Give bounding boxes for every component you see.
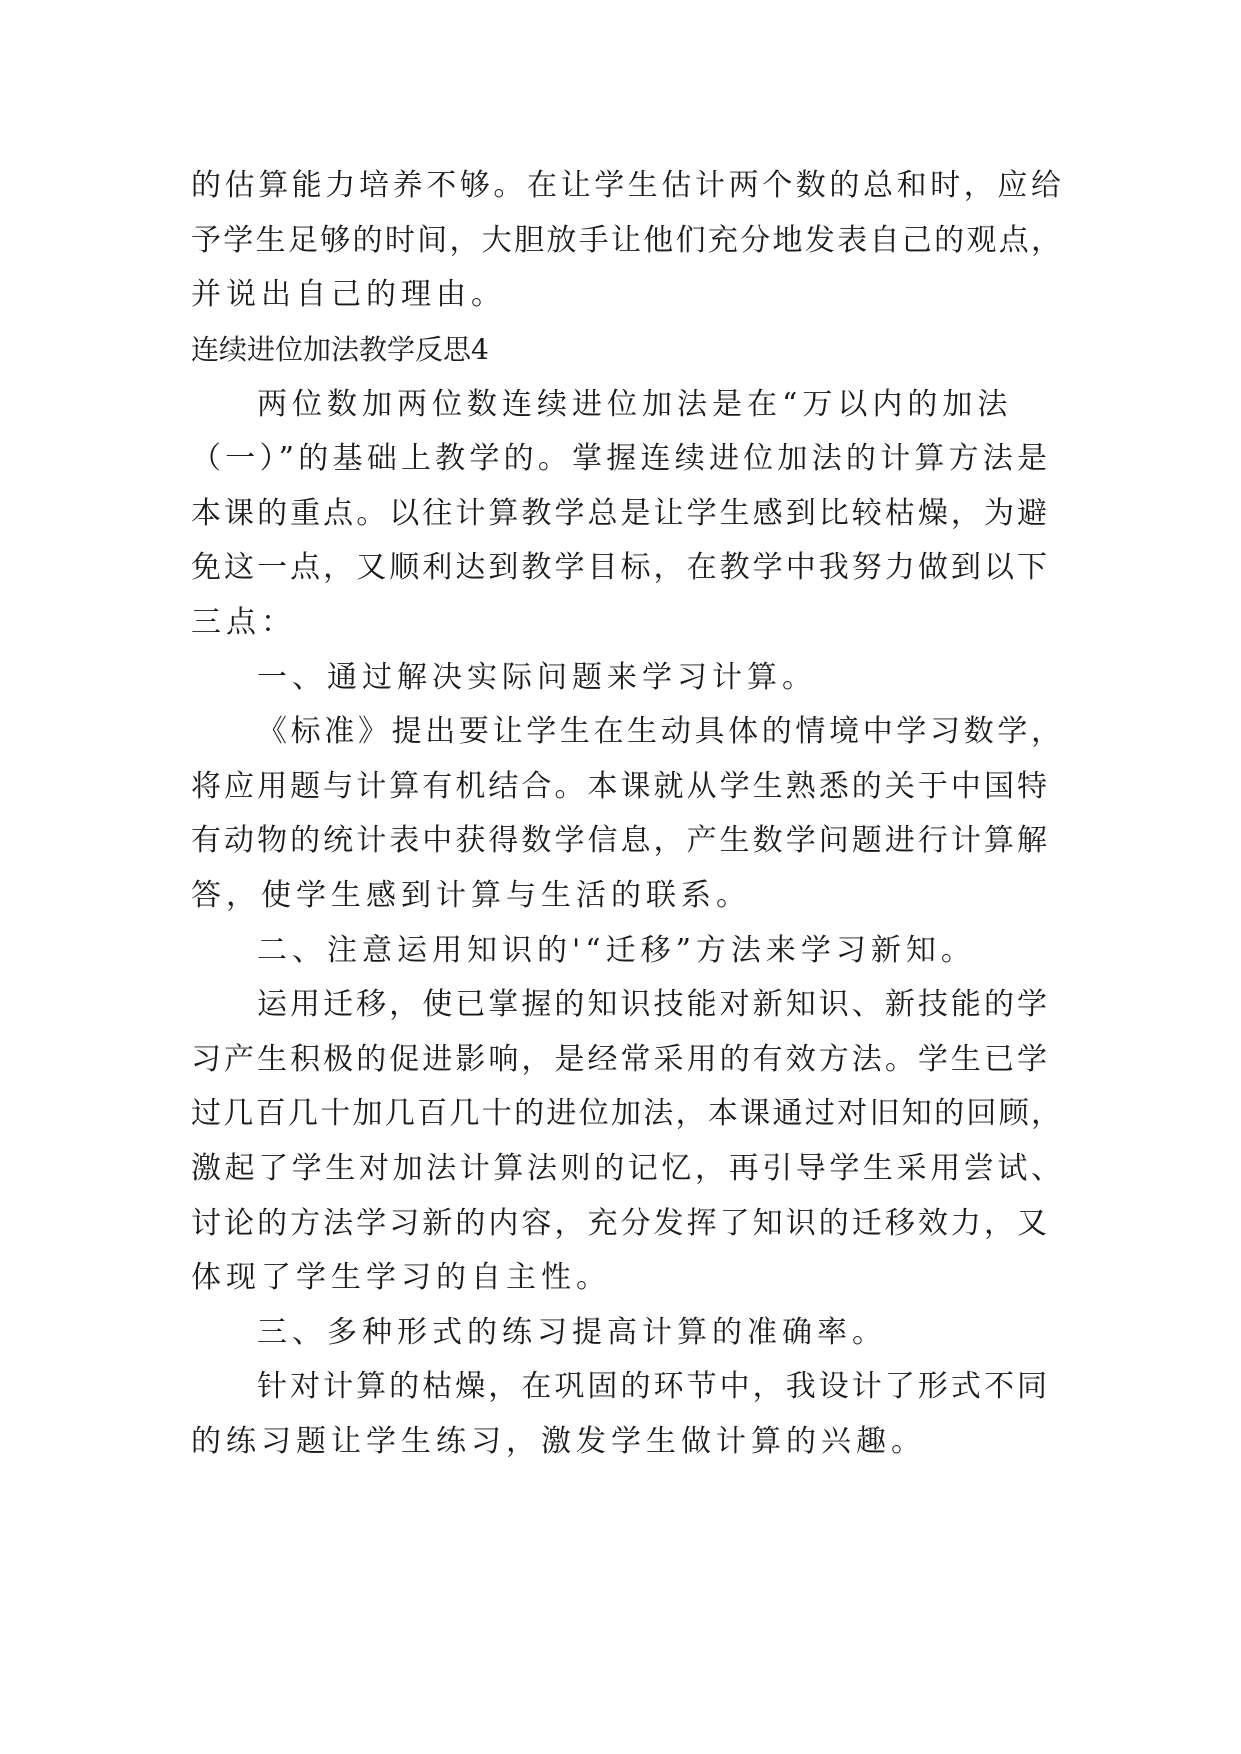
paragraph-line: 将应用题与计算有机结合。本课就从学生熟悉的关于中国特 — [191, 769, 1047, 804]
point-heading: 一、通过解决实际问题来学习计算。 — [257, 660, 817, 695]
paragraph-line: 三点： — [191, 605, 296, 640]
section-title: 连续进位加法教学反思4 — [191, 333, 489, 366]
paragraph-line: 两位数加两位数连续进位加法是在“万以内的加法 — [257, 387, 1013, 422]
paragraph-line: 答，使学生感到计算与生活的联系。 — [191, 878, 751, 913]
paragraph-line: 习产生积极的促进影响，是经常采用的有效方法。学生已学 — [191, 1042, 1047, 1077]
paragraph-line: 有动物的统计表中获得数学信息，产生数学问题进行计算解 — [191, 823, 1047, 858]
paragraph-line: 《标准》提出要让学生在生动具体的情境中学习数学， — [257, 714, 1061, 749]
paragraph-line: 的估算能力培养不够。在让学生估计两个数的总和时，应给 — [191, 168, 1061, 203]
paragraph-line: 针对计算的枯燥，在巩固的环节中，我设计了形式不同 — [257, 1369, 1047, 1404]
paragraph-line: （一）”的基础上教学的。掌握连续进位加法的计算方法是 — [191, 441, 1047, 476]
point-heading: 二、注意运用知识的'“迁移”方法来学习新知。 — [257, 933, 976, 968]
paragraph-line: 的练习题让学生练习，激发学生做计算的兴趣。 — [191, 1424, 926, 1459]
paragraph-line: 予学生足够的时间，大胆放手让他们充分地发表自己的观点， — [191, 223, 1061, 258]
paragraph-line: 本课的重点。以往计算教学总是让学生感到比较枯燥，为避 — [191, 496, 1047, 531]
paragraph-line: 过几百几十加几百几十的进位加法，本课通过对旧知的回顾， — [191, 1096, 1061, 1131]
paragraph-line: 运用迁移，使已掌握的知识技能对新知识、新技能的学 — [257, 987, 1047, 1022]
point-heading: 三、多种形式的练习提高计算的准确率。 — [257, 1315, 887, 1350]
paragraph-line: 体现了学生学习的自主性。 — [191, 1260, 611, 1295]
paragraph-line: 并说出自己的理由。 — [191, 277, 506, 312]
paragraph-line: 激起了学生对加法计算法则的记忆，再引导学生采用尝试、 — [191, 1151, 1061, 1186]
paragraph-line: 讨论的方法学习新的内容，充分发挥了知识的迁移效力，又 — [191, 1206, 1047, 1241]
paragraph-line: 免这一点，又顺利达到教学目标，在教学中我努力做到以下 — [191, 550, 1047, 585]
